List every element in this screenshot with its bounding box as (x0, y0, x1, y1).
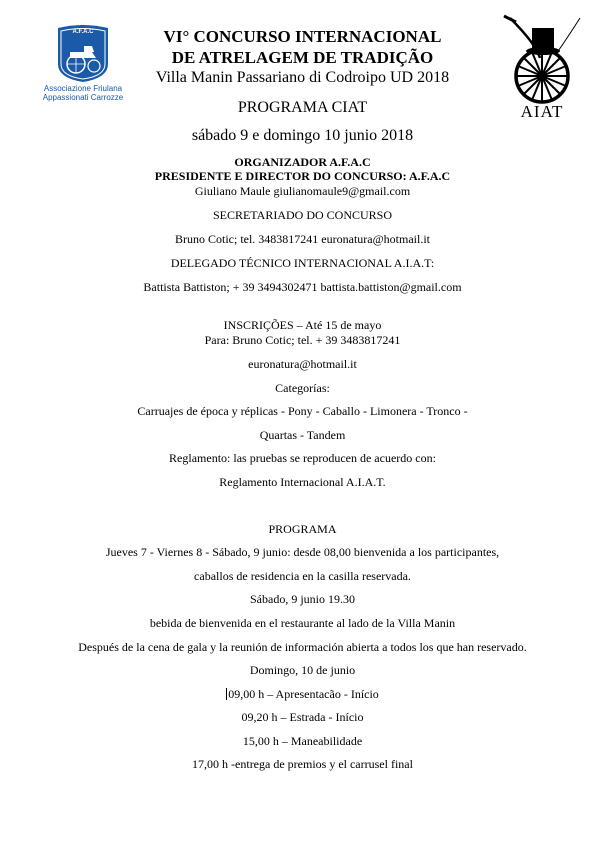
afac-logo-caption-1: Associazione Friulana (43, 84, 123, 93)
organizer-contact: Giuliano Maule giulianomaule9@gmail.com (194, 184, 411, 198)
categories-line-2: Quartas - Tandem (259, 428, 346, 442)
registration-email: euronatura@hotmail.it (248, 357, 357, 371)
rules-line-1: Reglamento: las pruebas se reproducen de acuerdo con: (169, 451, 436, 465)
categories-line-1: Carruajes de época y réplicas - Pony - Caballo - Limonera - Tronco - (137, 404, 468, 418)
secretariat-heading: SECRETARIADO DO CONCURSO (212, 208, 393, 222)
categories-heading: Categorías: (275, 381, 330, 395)
schedule-line-3: bebida de bienvenida en el restaurante al lado de la Villa Manin (149, 616, 456, 630)
afac-logo-caption-2: Appassionati Carrozze (42, 93, 124, 102)
registration-line: Para: Bruno Cotic; tel. + 39 3483817241 (204, 333, 401, 347)
delegate-heading: DELEGADO TÉCNICO INTERNACIONAL A.I.A.T: (170, 256, 435, 270)
schedule-line-2: caballos de residencia en la casilla reservada. (194, 569, 411, 583)
aiat-logo-text: AIAT (520, 102, 564, 121)
schedule-sunday: Domingo, 10 de junio (249, 663, 356, 677)
schedule-item-4: 17,00 h -entrega de premios y el carrusel final (192, 757, 413, 771)
schedule-item-3: 15,00 h – Maneabilidade (242, 734, 363, 748)
president-line: PRESIDENTE E DIRECTOR DO CONCURSO: A.F.A.C (154, 169, 451, 183)
delegate-contact: Battista Battiston; + 39 3494302471 battista.battiston@gmail.com (143, 280, 462, 294)
schedule-line-4: Después de la cena de gala y la reunión de información abierta a todos los que han reservado. (78, 640, 527, 654)
schedule-heading: PROGRAMA (268, 522, 337, 536)
title-line-2: DE ATRELAGEM DE TRADIÇÃO (171, 48, 434, 67)
afac-logo-top-text: A.F.A.C (72, 29, 94, 35)
title-line-1: VI° CONCURSO INTERNACIONAL (163, 27, 442, 46)
schedule-line-1: Jueves 7 - Viernes 8 - Sábado, 9 junio: desde 08,00 bienvenida a los participantes, (105, 545, 500, 559)
program-title: PROGRAMA CIAT (237, 99, 368, 116)
registration-heading: INSCRIÇÕES – Até 15 de mayo (223, 318, 382, 332)
schedule-item-2: 09,20 h – Estrada - Início (241, 710, 364, 724)
event-dates: sábado 9 e domingo 10 junio 2018 (191, 127, 414, 144)
schedule-item-1-row (0, 687, 605, 702)
organizer-line: ORGANIZADOR A.F.A.C (234, 155, 371, 169)
schedule-saturday: Sábado, 9 junio 19.30 (250, 592, 355, 606)
secretariat-contact: Bruno Cotic; tel. 3483817241 euronatura@hotmail.it (174, 232, 430, 246)
venue-line: Villa Manin Passariano di Codroipo UD 2018 (155, 69, 450, 86)
rules-line-2: Reglamento Internacional A.I.A.T. (219, 475, 386, 489)
schedule-item-1: 09,00 h – Apresentacão - Início (228, 687, 379, 701)
